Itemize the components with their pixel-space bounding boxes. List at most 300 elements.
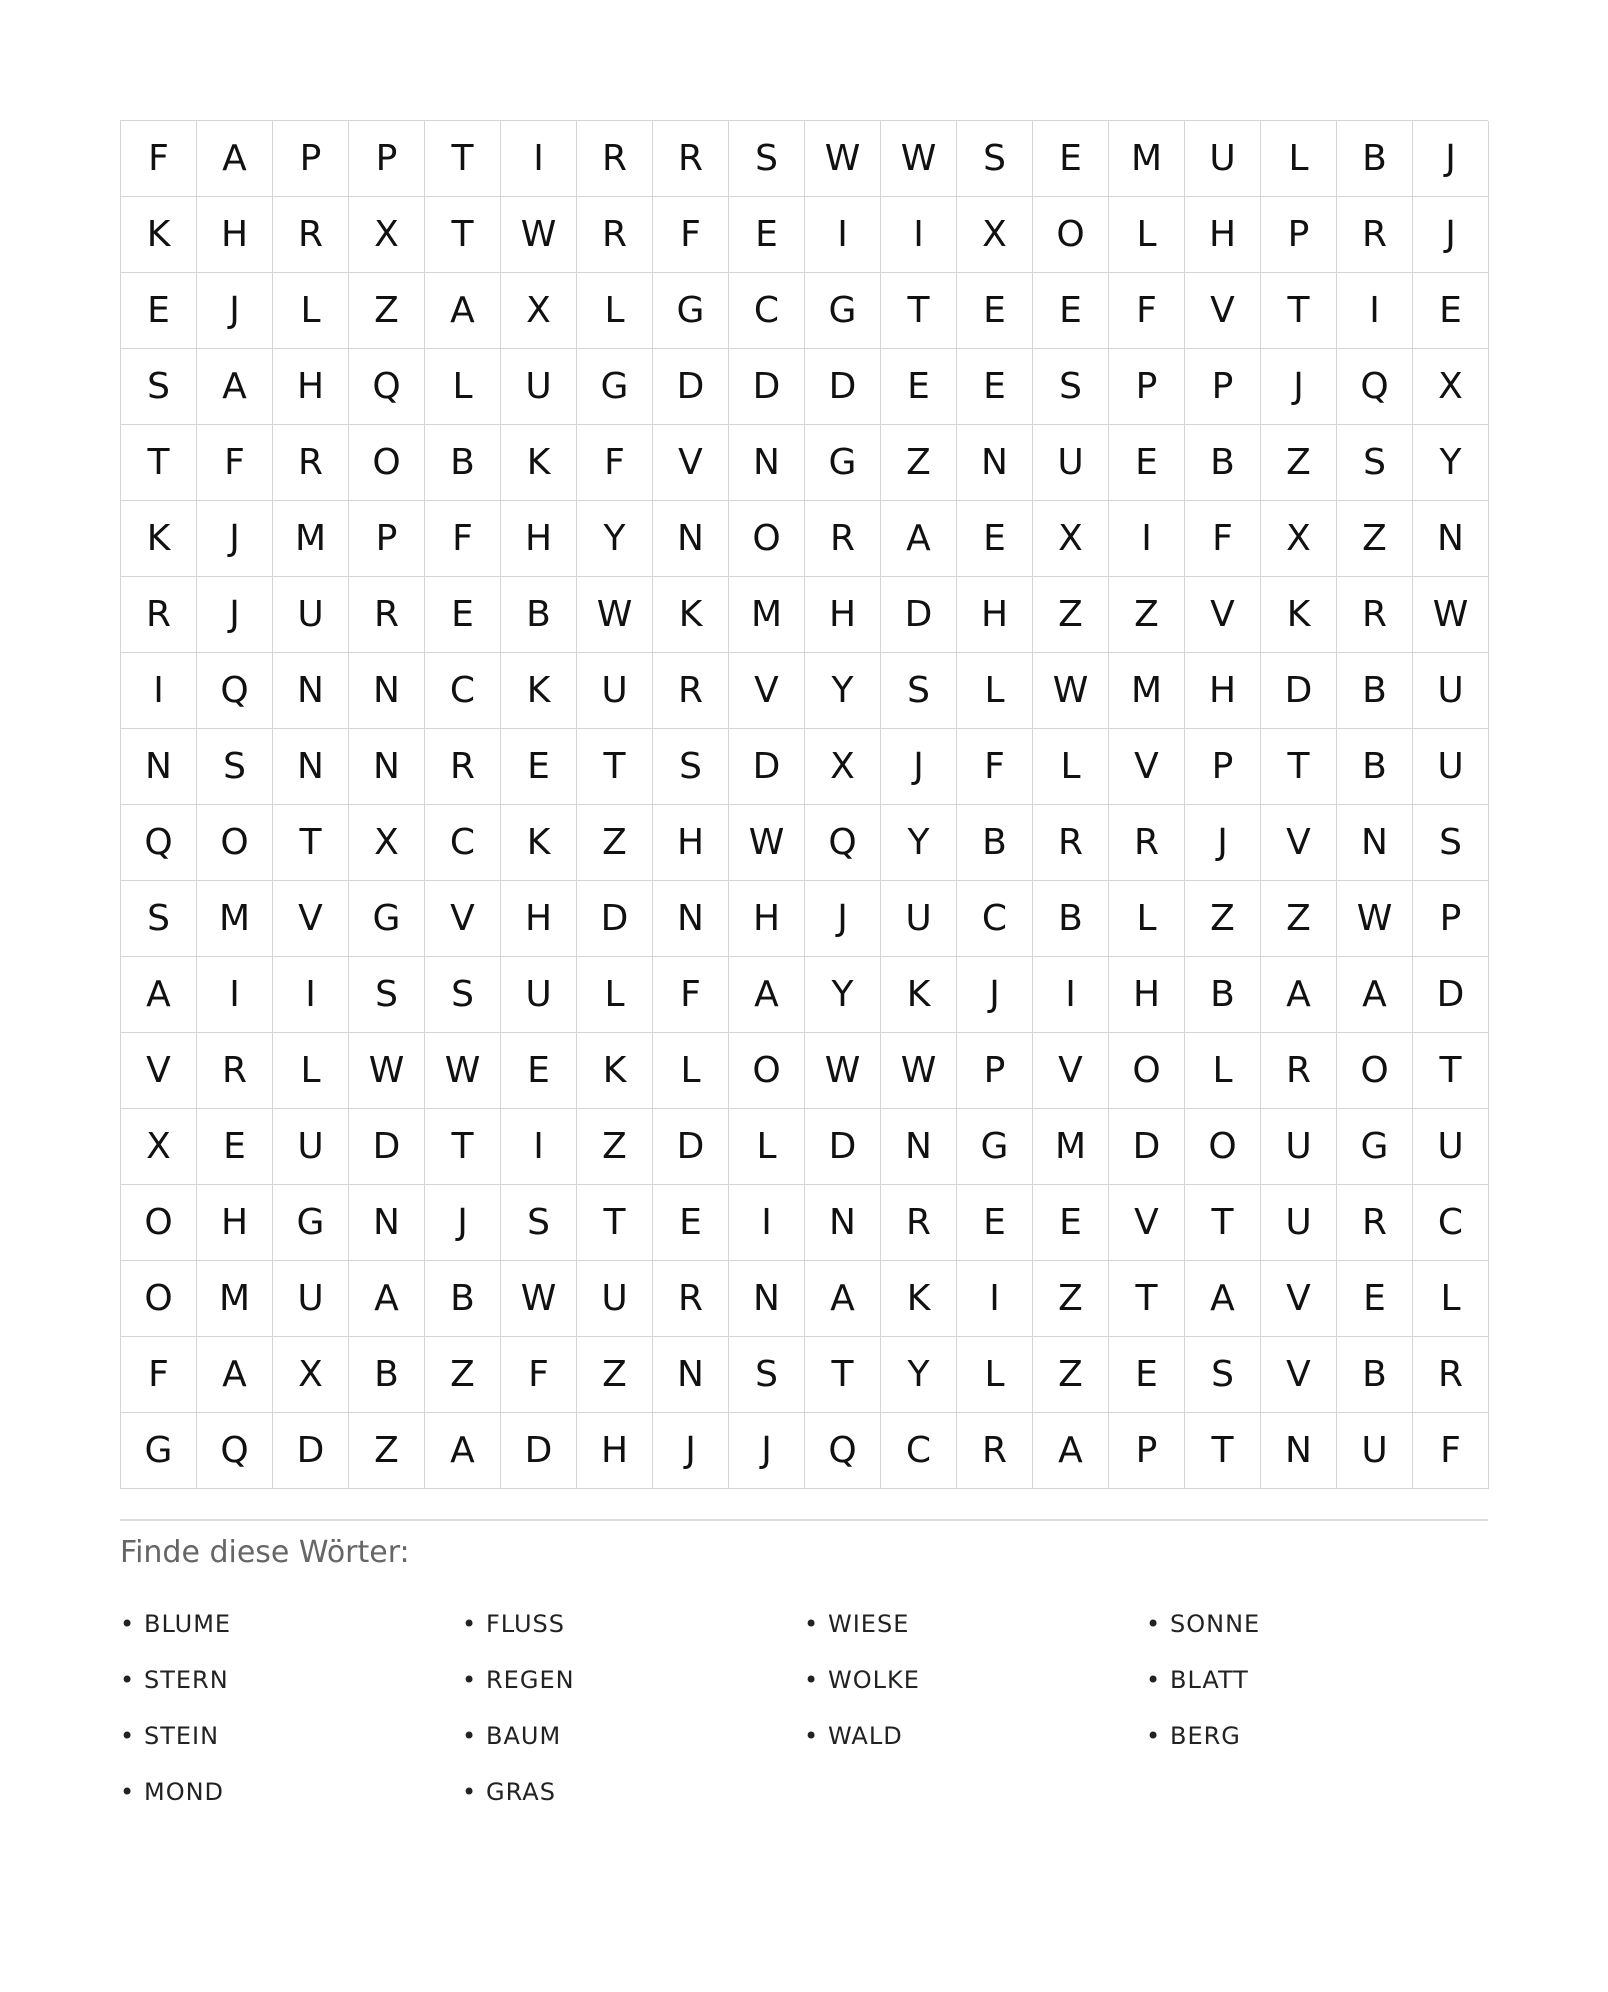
grid-cell[interactable]: M [1109, 121, 1185, 197]
grid-cell[interactable]: T [1261, 729, 1337, 805]
grid-cell[interactable]: F [1413, 1413, 1489, 1489]
grid-cell[interactable]: U [501, 957, 577, 1033]
grid-cell[interactable]: U [1413, 729, 1489, 805]
grid-cell[interactable]: Q [805, 1413, 881, 1489]
grid-cell[interactable]: A [1261, 957, 1337, 1033]
grid-cell[interactable]: R [425, 729, 501, 805]
grid-cell[interactable]: J [1261, 349, 1337, 425]
grid-cell[interactable]: R [653, 653, 729, 729]
grid-cell[interactable]: H [805, 577, 881, 653]
grid-cell[interactable]: J [1413, 121, 1489, 197]
grid-cell[interactable]: Z [577, 1337, 653, 1413]
grid-cell[interactable]: Z [1261, 881, 1337, 957]
grid-cell[interactable]: Y [881, 1337, 957, 1413]
grid-cell[interactable]: K [501, 653, 577, 729]
grid-cell[interactable]: W [577, 577, 653, 653]
grid-cell[interactable]: E [1109, 1337, 1185, 1413]
grid-cell[interactable]: K [653, 577, 729, 653]
grid-cell[interactable]: F [501, 1337, 577, 1413]
grid-cell[interactable]: R [653, 121, 729, 197]
grid-cell[interactable]: A [197, 349, 273, 425]
grid-cell[interactable]: H [501, 501, 577, 577]
grid-cell[interactable]: R [197, 1033, 273, 1109]
grid-cell[interactable]: C [1413, 1185, 1489, 1261]
grid-cell[interactable]: B [349, 1337, 425, 1413]
grid-cell[interactable]: I [121, 653, 197, 729]
grid-cell[interactable]: E [1033, 121, 1109, 197]
grid-cell[interactable]: O [197, 805, 273, 881]
grid-cell[interactable]: W [729, 805, 805, 881]
grid-cell[interactable]: M [1109, 653, 1185, 729]
grid-cell[interactable]: A [197, 121, 273, 197]
grid-cell[interactable]: O [729, 1033, 805, 1109]
grid-cell[interactable]: T [425, 1109, 501, 1185]
grid-cell[interactable]: I [729, 1185, 805, 1261]
grid-cell[interactable]: G [273, 1185, 349, 1261]
grid-cell[interactable]: U [1185, 121, 1261, 197]
grid-cell[interactable]: N [349, 653, 425, 729]
grid-cell[interactable]: M [729, 577, 805, 653]
grid-cell[interactable]: B [1185, 425, 1261, 501]
grid-cell[interactable]: P [957, 1033, 1033, 1109]
grid-cell[interactable]: R [577, 197, 653, 273]
grid-cell[interactable]: J [1185, 805, 1261, 881]
grid-cell[interactable]: W [501, 1261, 577, 1337]
grid-cell[interactable]: F [1109, 273, 1185, 349]
grid-cell[interactable]: S [653, 729, 729, 805]
grid-cell[interactable]: P [349, 501, 425, 577]
grid-cell[interactable]: B [1337, 1337, 1413, 1413]
grid-cell[interactable]: A [1185, 1261, 1261, 1337]
grid-cell[interactable]: J [425, 1185, 501, 1261]
grid-cell[interactable]: B [1337, 121, 1413, 197]
grid-cell[interactable]: U [1337, 1413, 1413, 1489]
grid-cell[interactable]: E [425, 577, 501, 653]
grid-cell[interactable]: P [1261, 197, 1337, 273]
grid-cell[interactable]: N [349, 1185, 425, 1261]
grid-cell[interactable]: H [1185, 653, 1261, 729]
grid-cell[interactable]: J [957, 957, 1033, 1033]
grid-cell[interactable]: Z [1261, 425, 1337, 501]
grid-cell[interactable]: M [1033, 1109, 1109, 1185]
grid-cell[interactable]: V [425, 881, 501, 957]
grid-cell[interactable]: T [273, 805, 349, 881]
grid-cell[interactable]: U [273, 577, 349, 653]
grid-cell[interactable]: I [501, 121, 577, 197]
grid-cell[interactable]: S [729, 1337, 805, 1413]
grid-cell[interactable]: U [273, 1261, 349, 1337]
grid-cell[interactable]: X [349, 197, 425, 273]
grid-cell[interactable]: K [1261, 577, 1337, 653]
grid-cell[interactable]: D [729, 349, 805, 425]
grid-cell[interactable]: C [729, 273, 805, 349]
grid-cell[interactable]: K [881, 957, 957, 1033]
grid-cell[interactable]: Z [1337, 501, 1413, 577]
grid-cell[interactable]: Q [1337, 349, 1413, 425]
grid-cell[interactable]: G [957, 1109, 1033, 1185]
grid-cell[interactable]: M [197, 881, 273, 957]
grid-cell[interactable]: U [881, 881, 957, 957]
grid-cell[interactable]: S [729, 121, 805, 197]
grid-cell[interactable]: N [729, 425, 805, 501]
grid-cell[interactable]: S [501, 1185, 577, 1261]
grid-cell[interactable]: A [1337, 957, 1413, 1033]
grid-cell[interactable]: J [881, 729, 957, 805]
grid-cell[interactable]: S [1337, 425, 1413, 501]
grid-cell[interactable]: E [1033, 1185, 1109, 1261]
grid-cell[interactable]: Q [349, 349, 425, 425]
grid-cell[interactable]: L [425, 349, 501, 425]
grid-cell[interactable]: V [273, 881, 349, 957]
grid-cell[interactable]: F [653, 197, 729, 273]
grid-cell[interactable]: V [1261, 1337, 1337, 1413]
grid-cell[interactable]: X [1413, 349, 1489, 425]
grid-cell[interactable]: L [957, 653, 1033, 729]
grid-cell[interactable]: Z [577, 805, 653, 881]
grid-cell[interactable]: N [273, 729, 349, 805]
grid-cell[interactable]: L [1261, 121, 1337, 197]
grid-cell[interactable]: L [273, 273, 349, 349]
grid-cell[interactable]: O [121, 1185, 197, 1261]
grid-cell[interactable]: I [805, 197, 881, 273]
grid-cell[interactable]: E [1033, 273, 1109, 349]
grid-cell[interactable]: N [273, 653, 349, 729]
grid-cell[interactable]: O [349, 425, 425, 501]
grid-cell[interactable]: A [197, 1337, 273, 1413]
grid-cell[interactable]: L [273, 1033, 349, 1109]
grid-cell[interactable]: D [805, 1109, 881, 1185]
grid-cell[interactable]: L [729, 1109, 805, 1185]
grid-cell[interactable]: T [1185, 1185, 1261, 1261]
grid-cell[interactable]: S [121, 349, 197, 425]
grid-cell[interactable]: X [121, 1109, 197, 1185]
grid-cell[interactable]: H [1109, 957, 1185, 1033]
grid-cell[interactable]: B [1337, 729, 1413, 805]
grid-cell[interactable]: B [425, 1261, 501, 1337]
grid-cell[interactable]: V [1261, 1261, 1337, 1337]
grid-cell[interactable]: B [501, 577, 577, 653]
grid-cell[interactable]: D [577, 881, 653, 957]
grid-cell[interactable]: T [1109, 1261, 1185, 1337]
grid-cell[interactable]: C [881, 1413, 957, 1489]
grid-cell[interactable]: R [653, 1261, 729, 1337]
grid-cell[interactable]: I [273, 957, 349, 1033]
grid-cell[interactable]: U [501, 349, 577, 425]
grid-cell[interactable]: D [805, 349, 881, 425]
grid-cell[interactable]: X [501, 273, 577, 349]
grid-cell[interactable]: E [197, 1109, 273, 1185]
grid-cell[interactable]: D [653, 349, 729, 425]
grid-cell[interactable]: D [881, 577, 957, 653]
grid-cell[interactable]: D [1109, 1109, 1185, 1185]
grid-cell[interactable]: A [881, 501, 957, 577]
grid-cell[interactable]: P [1185, 729, 1261, 805]
grid-cell[interactable]: W [805, 121, 881, 197]
grid-cell[interactable]: I [957, 1261, 1033, 1337]
grid-cell[interactable]: G [349, 881, 425, 957]
grid-cell[interactable]: V [1109, 1185, 1185, 1261]
grid-cell[interactable]: R [1109, 805, 1185, 881]
grid-cell[interactable]: I [501, 1109, 577, 1185]
grid-cell[interactable]: A [425, 1413, 501, 1489]
grid-cell[interactable]: N [1261, 1413, 1337, 1489]
grid-cell[interactable]: X [805, 729, 881, 805]
grid-cell[interactable]: E [653, 1185, 729, 1261]
grid-cell[interactable]: O [729, 501, 805, 577]
grid-cell[interactable]: S [349, 957, 425, 1033]
grid-cell[interactable]: P [1109, 1413, 1185, 1489]
grid-cell[interactable]: U [1413, 653, 1489, 729]
grid-cell[interactable]: J [197, 501, 273, 577]
grid-cell[interactable]: E [1109, 425, 1185, 501]
grid-cell[interactable]: K [501, 425, 577, 501]
grid-cell[interactable]: D [349, 1109, 425, 1185]
grid-cell[interactable]: R [273, 425, 349, 501]
grid-cell[interactable]: J [805, 881, 881, 957]
grid-cell[interactable]: H [501, 881, 577, 957]
grid-cell[interactable]: B [1337, 653, 1413, 729]
grid-cell[interactable]: Y [805, 653, 881, 729]
grid-cell[interactable]: A [729, 957, 805, 1033]
grid-cell[interactable]: V [1109, 729, 1185, 805]
grid-cell[interactable]: N [1337, 805, 1413, 881]
grid-cell[interactable]: G [121, 1413, 197, 1489]
grid-cell[interactable]: I [197, 957, 273, 1033]
grid-cell[interactable]: T [425, 197, 501, 273]
grid-cell[interactable]: E [881, 349, 957, 425]
grid-cell[interactable]: Z [349, 273, 425, 349]
grid-cell[interactable]: O [1185, 1109, 1261, 1185]
grid-cell[interactable]: D [1261, 653, 1337, 729]
grid-cell[interactable]: P [1109, 349, 1185, 425]
grid-cell[interactable]: X [273, 1337, 349, 1413]
grid-cell[interactable]: Y [577, 501, 653, 577]
grid-cell[interactable]: G [805, 273, 881, 349]
grid-cell[interactable]: F [957, 729, 1033, 805]
grid-cell[interactable]: H [729, 881, 805, 957]
grid-cell[interactable]: L [577, 273, 653, 349]
grid-cell[interactable]: R [1337, 577, 1413, 653]
grid-cell[interactable]: T [1261, 273, 1337, 349]
grid-cell[interactable]: T [577, 729, 653, 805]
grid-cell[interactable]: O [121, 1261, 197, 1337]
grid-cell[interactable]: Q [197, 1413, 273, 1489]
grid-cell[interactable]: R [121, 577, 197, 653]
grid-cell[interactable]: L [1033, 729, 1109, 805]
grid-cell[interactable]: E [1413, 273, 1489, 349]
grid-cell[interactable]: N [881, 1109, 957, 1185]
grid-cell[interactable]: E [957, 501, 1033, 577]
grid-cell[interactable]: L [957, 1337, 1033, 1413]
grid-cell[interactable]: G [653, 273, 729, 349]
grid-cell[interactable]: B [425, 425, 501, 501]
grid-cell[interactable]: P [349, 121, 425, 197]
grid-cell[interactable]: D [653, 1109, 729, 1185]
grid-cell[interactable]: Z [881, 425, 957, 501]
grid-cell[interactable]: N [1413, 501, 1489, 577]
grid-cell[interactable]: R [1337, 197, 1413, 273]
grid-cell[interactable]: E [729, 197, 805, 273]
grid-cell[interactable]: R [1261, 1033, 1337, 1109]
grid-cell[interactable]: S [425, 957, 501, 1033]
grid-cell[interactable]: N [653, 1337, 729, 1413]
grid-cell[interactable]: L [1413, 1261, 1489, 1337]
grid-cell[interactable]: H [1185, 197, 1261, 273]
grid-cell[interactable]: Z [1109, 577, 1185, 653]
grid-cell[interactable]: E [121, 273, 197, 349]
grid-cell[interactable]: R [1413, 1337, 1489, 1413]
grid-cell[interactable]: H [653, 805, 729, 881]
grid-cell[interactable]: A [1033, 1413, 1109, 1489]
grid-cell[interactable]: N [805, 1185, 881, 1261]
grid-cell[interactable]: I [881, 197, 957, 273]
grid-cell[interactable]: V [1261, 805, 1337, 881]
grid-cell[interactable]: N [653, 881, 729, 957]
grid-cell[interactable]: L [1109, 881, 1185, 957]
grid-cell[interactable]: I [1109, 501, 1185, 577]
grid-cell[interactable]: U [1413, 1109, 1489, 1185]
grid-cell[interactable]: O [1109, 1033, 1185, 1109]
grid-cell[interactable]: W [501, 197, 577, 273]
grid-cell[interactable]: T [881, 273, 957, 349]
grid-cell[interactable]: L [577, 957, 653, 1033]
grid-cell[interactable]: Q [805, 805, 881, 881]
grid-cell[interactable]: J [653, 1413, 729, 1489]
grid-cell[interactable]: W [1033, 653, 1109, 729]
grid-cell[interactable]: H [197, 1185, 273, 1261]
grid-cell[interactable]: W [805, 1033, 881, 1109]
grid-cell[interactable]: D [729, 729, 805, 805]
grid-cell[interactable]: H [273, 349, 349, 425]
grid-cell[interactable]: X [1033, 501, 1109, 577]
grid-cell[interactable]: S [1185, 1337, 1261, 1413]
grid-cell[interactable]: L [1109, 197, 1185, 273]
grid-cell[interactable]: C [425, 653, 501, 729]
grid-cell[interactable]: F [425, 501, 501, 577]
grid-cell[interactable]: O [1337, 1033, 1413, 1109]
grid-cell[interactable]: A [805, 1261, 881, 1337]
grid-cell[interactable]: D [1413, 957, 1489, 1033]
grid-cell[interactable]: U [577, 653, 653, 729]
grid-cell[interactable]: K [501, 805, 577, 881]
grid-cell[interactable]: R [349, 577, 425, 653]
grid-cell[interactable]: W [881, 1033, 957, 1109]
grid-cell[interactable]: V [729, 653, 805, 729]
grid-cell[interactable]: N [121, 729, 197, 805]
grid-cell[interactable]: W [425, 1033, 501, 1109]
grid-cell[interactable]: U [1033, 425, 1109, 501]
grid-cell[interactable]: A [349, 1261, 425, 1337]
grid-cell[interactable]: U [273, 1109, 349, 1185]
grid-cell[interactable]: J [197, 577, 273, 653]
grid-cell[interactable]: H [577, 1413, 653, 1489]
grid-cell[interactable]: S [1413, 805, 1489, 881]
grid-cell[interactable]: S [197, 729, 273, 805]
grid-cell[interactable]: R [273, 197, 349, 273]
grid-cell[interactable]: R [881, 1185, 957, 1261]
grid-cell[interactable]: D [501, 1413, 577, 1489]
grid-cell[interactable]: Z [1033, 577, 1109, 653]
grid-cell[interactable]: N [957, 425, 1033, 501]
grid-cell[interactable]: F [653, 957, 729, 1033]
grid-cell[interactable]: S [121, 881, 197, 957]
grid-cell[interactable]: B [957, 805, 1033, 881]
grid-cell[interactable]: B [1033, 881, 1109, 957]
grid-cell[interactable]: K [121, 197, 197, 273]
grid-cell[interactable]: K [881, 1261, 957, 1337]
grid-cell[interactable]: R [957, 1413, 1033, 1489]
grid-cell[interactable]: V [653, 425, 729, 501]
grid-cell[interactable]: L [653, 1033, 729, 1109]
grid-cell[interactable]: I [1033, 957, 1109, 1033]
grid-cell[interactable]: E [501, 729, 577, 805]
grid-cell[interactable]: P [1413, 881, 1489, 957]
grid-cell[interactable]: F [1185, 501, 1261, 577]
grid-cell[interactable]: T [1185, 1413, 1261, 1489]
grid-cell[interactable]: F [577, 425, 653, 501]
grid-cell[interactable]: T [1413, 1033, 1489, 1109]
grid-cell[interactable]: T [805, 1337, 881, 1413]
grid-cell[interactable]: Y [881, 805, 957, 881]
grid-cell[interactable]: H [957, 577, 1033, 653]
grid-cell[interactable]: K [577, 1033, 653, 1109]
grid-cell[interactable]: Q [197, 653, 273, 729]
grid-cell[interactable]: Z [349, 1413, 425, 1489]
grid-cell[interactable]: B [1185, 957, 1261, 1033]
grid-cell[interactable]: M [197, 1261, 273, 1337]
grid-cell[interactable]: U [1261, 1109, 1337, 1185]
grid-cell[interactable]: G [577, 349, 653, 425]
grid-cell[interactable]: U [577, 1261, 653, 1337]
grid-cell[interactable]: J [197, 273, 273, 349]
grid-cell[interactable]: I [1337, 273, 1413, 349]
grid-cell[interactable]: N [653, 501, 729, 577]
grid-cell[interactable]: W [1413, 577, 1489, 653]
grid-cell[interactable]: J [729, 1413, 805, 1489]
grid-cell[interactable]: R [577, 121, 653, 197]
grid-cell[interactable]: T [577, 1185, 653, 1261]
grid-cell[interactable]: X [349, 805, 425, 881]
grid-cell[interactable]: T [425, 121, 501, 197]
grid-cell[interactable]: J [1413, 197, 1489, 273]
grid-cell[interactable]: W [349, 1033, 425, 1109]
grid-cell[interactable]: S [957, 121, 1033, 197]
grid-cell[interactable]: S [881, 653, 957, 729]
grid-cell[interactable]: E [957, 1185, 1033, 1261]
grid-cell[interactable]: Y [1413, 425, 1489, 501]
grid-cell[interactable]: A [121, 957, 197, 1033]
grid-cell[interactable]: P [1185, 349, 1261, 425]
grid-cell[interactable]: R [805, 501, 881, 577]
grid-cell[interactable]: E [1337, 1261, 1413, 1337]
grid-cell[interactable]: E [957, 349, 1033, 425]
grid-cell[interactable]: F [197, 425, 273, 501]
grid-cell[interactable]: R [1033, 805, 1109, 881]
grid-cell[interactable]: Z [577, 1109, 653, 1185]
grid-cell[interactable]: N [349, 729, 425, 805]
grid-cell[interactable]: Z [425, 1337, 501, 1413]
grid-cell[interactable]: K [121, 501, 197, 577]
grid-cell[interactable]: G [1337, 1109, 1413, 1185]
grid-cell[interactable]: V [1185, 273, 1261, 349]
grid-cell[interactable]: Z [1033, 1261, 1109, 1337]
grid-cell[interactable]: E [957, 273, 1033, 349]
grid-cell[interactable]: W [881, 121, 957, 197]
grid-cell[interactable]: Q [121, 805, 197, 881]
grid-cell[interactable]: P [273, 121, 349, 197]
grid-cell[interactable]: U [1261, 1185, 1337, 1261]
grid-cell[interactable]: C [425, 805, 501, 881]
